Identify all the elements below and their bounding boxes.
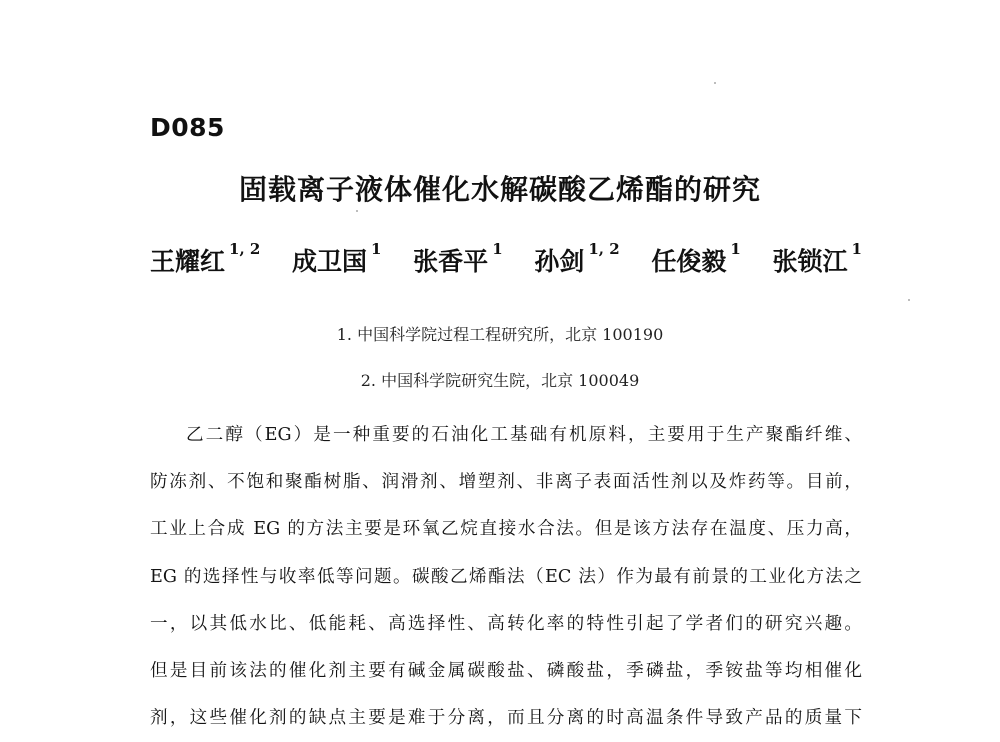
- author-name: 王耀红: [150, 247, 226, 276]
- body-line: 一，以其低水比、低能耗、高选择性、高转化率的特性引起了学者们的研究兴趣。: [150, 613, 862, 634]
- affiliation: 2. 中国科学院研究生院，北京 100049: [360, 371, 640, 390]
- author: [150, 242, 260, 278]
- body-line: 剂，这些催化剂的缺点主要是难于分离，而且分离的时高温条件导致产品的质量下: [150, 708, 862, 729]
- author-affiliation-mark: 1, 2: [588, 240, 620, 258]
- author: [772, 242, 861, 278]
- scan-speck: [356, 210, 358, 212]
- author: [413, 242, 502, 278]
- body-line: 但是目前该法的催化剂主要有碱金属碳酸盐、磷酸盐，季磷盐，季铵盐等均相催化: [150, 660, 862, 681]
- author-name: 任俊毅: [651, 247, 727, 276]
- author-affiliation-mark: 1: [371, 240, 382, 258]
- author-affiliation-mark: 1, 2: [229, 240, 261, 258]
- scan-speck: [714, 82, 716, 84]
- body-line: 乙二醇（EG）是一种重要的石油化工基础有机原料，主要用于生产聚酯纤维、: [186, 425, 862, 445]
- paper-code: D085: [150, 113, 225, 142]
- author-affiliation-mark: 1: [730, 240, 741, 258]
- scan-speck: [908, 299, 910, 301]
- author-affiliation-mark: 1: [492, 240, 503, 258]
- body-line: EG 的选择性与收率低等问题。碳酸乙烯酯法（EC 法）作为最有前景的工业化方法之: [150, 566, 862, 587]
- author: [651, 242, 740, 278]
- author-name: 张香平: [413, 247, 489, 276]
- paper-title: 固载离子液体催化水解碳酸乙烯酯的研究: [238, 173, 761, 206]
- author: [292, 242, 381, 278]
- author: [534, 242, 619, 278]
- author-name: 成卫国: [292, 247, 368, 276]
- author-list: [150, 242, 862, 278]
- abstract-body: [150, 412, 862, 742]
- author-name: 张锁江: [772, 247, 848, 276]
- author-affiliation-mark: 1: [851, 240, 862, 258]
- affiliation: 1. 中国科学院过程工程研究所，北京 100190: [336, 325, 664, 344]
- body-line: 工业上合成 EG 的方法主要是环氧乙烷直接水合法。但是该方法存在温度、压力高，: [150, 519, 862, 540]
- author-name: 孙剑: [534, 247, 585, 276]
- body-line: 防冻剂、不饱和聚酯树脂、润滑剂、增塑剂、非离子表面活性剂以及炸药等。目前，: [150, 472, 862, 493]
